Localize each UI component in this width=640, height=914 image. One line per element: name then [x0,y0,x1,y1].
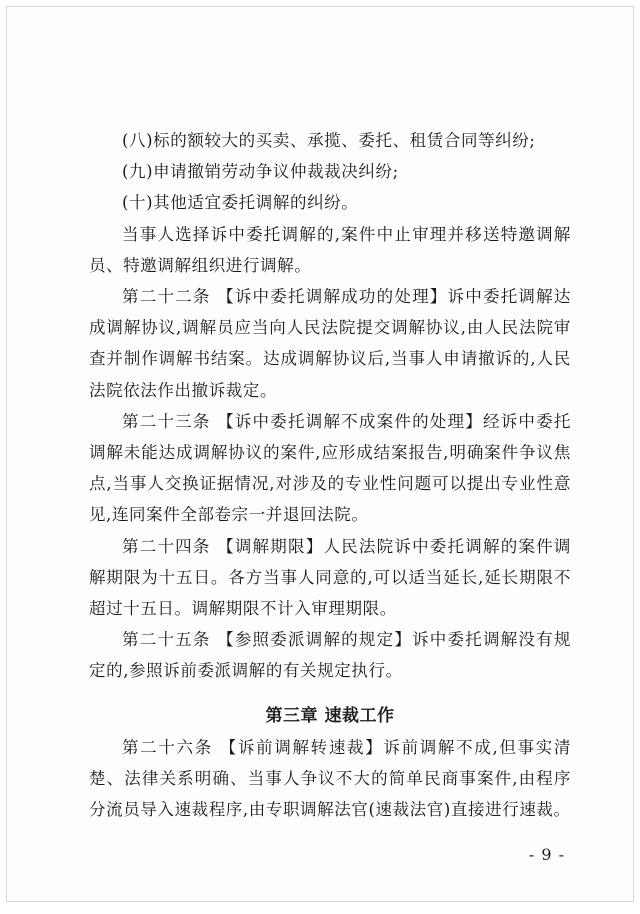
page-number: - 9 - [528,845,565,864]
article-23: 第二十三条 【诉中委托调解不成案件的处理】经诉中委托调解未能达成调解协议的案件,应形成结案报告,明确案件争议焦点,当事人交换证据情况,对涉及的专业性问题可以提出专业性意见,连同案件全部卷宗一并退回法院。 [89,411,571,525]
list-item-10: (十)其他适宜委托调解的纠纷。 [122,193,359,213]
article-24: 第二十四条 【调解期限】人民法院诉中委托调解的案件调解期限为十五日。各方当事人同意的,可以适当延长,延长期限不超过十五日。调解期限不计入审理期限。 [89,536,571,619]
document-body [89,125,571,825]
list-item-9: (九)申请撤销劳动争议仲裁裁决纠纷; [122,162,399,182]
paragraph-suspension: 当事人选择诉中委托调解的,案件中止审理并移送特邀调解员、特邀调解组织进行调解。 [89,224,571,275]
article-25: 第二十五条 【参照委派调解的规定】诉中委托调解没有规定的,参照诉前委派调解的有关规定执行。 [89,630,571,681]
document-page [6,6,634,902]
article-22: 第二十二条 【诉中委托调解成功的处理】诉中委托调解达成调解协议,调解员应当向人民法院提交调解协议,由人民法院审查并制作调解书结案。达成调解协议后,当事人申请撤诉的,人民法院依法作出撤诉裁定。 [89,287,571,400]
article-26: 第二十六条 【诉前调解转速裁】诉前调解不成,但事实清楚、法律关系明确、当事人争议不大的简单民商事案件,由程序分流员导入速裁程序,由专职调解法官(速裁法官)直接进行速裁。 [89,737,571,820]
chapter-heading: 第三章 速裁工作 [265,705,395,726]
list-item-8: (八)标的额较大的买卖、承揽、委托、租赁合同等纠纷; [122,131,536,150]
